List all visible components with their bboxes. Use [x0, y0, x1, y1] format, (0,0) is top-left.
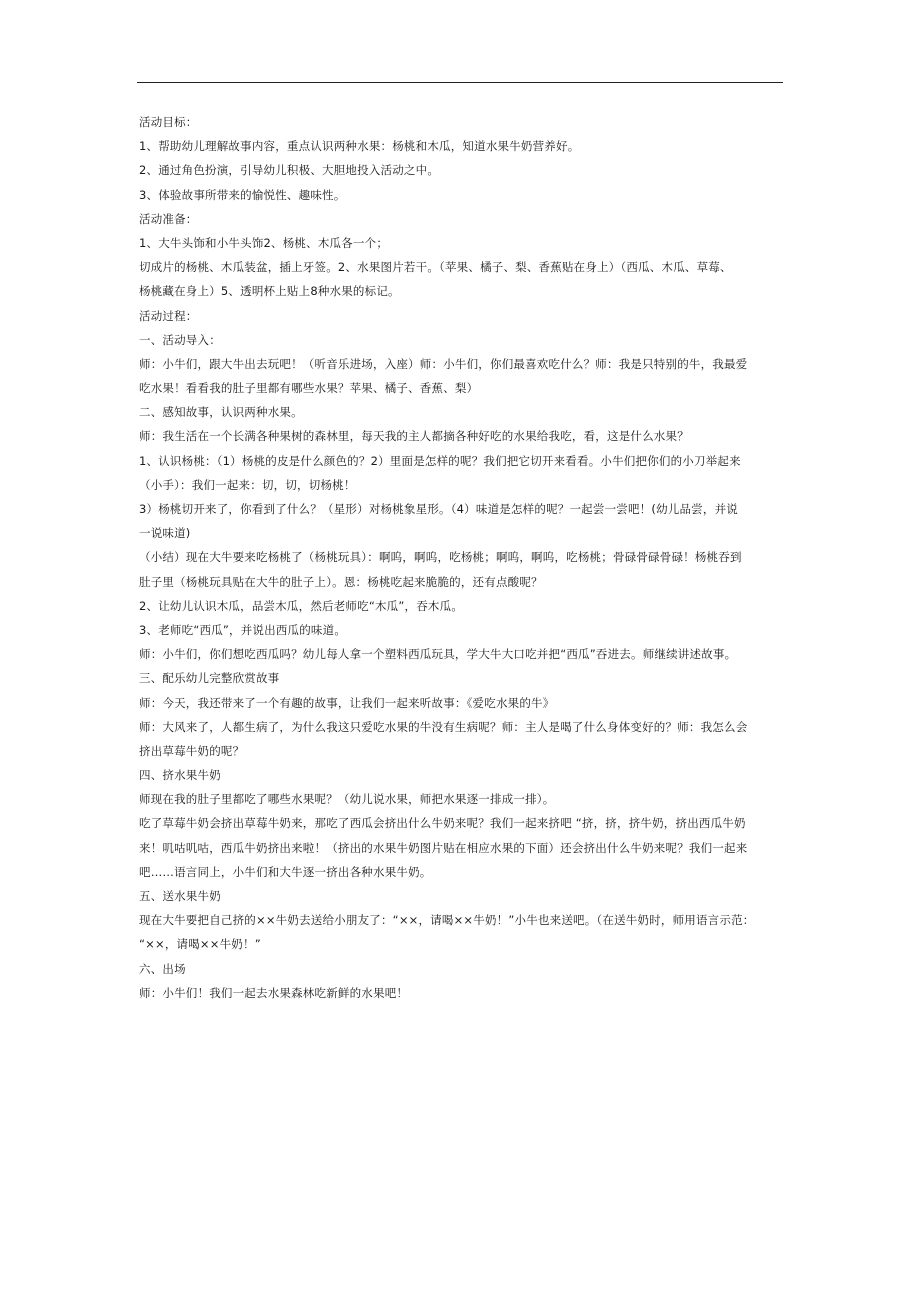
text-line: 师：小牛们，跟大牛出去玩吧！（听音乐进场，入座）师：小牛们，你们最喜欢吃什么？师：我是只特别的牛，我最爱 [139, 356, 748, 371]
text-line: “××，请喝××牛奶！” [139, 937, 261, 952]
text-line: 吃水果！看看我的肚子里都有哪些水果？苹果、橘子、香蕉、梨） [139, 381, 479, 396]
text-line: 活动目标： [139, 115, 198, 129]
text-line: 肚子里（杨桃玩具贴在大牛的肚子上）。恩：杨桃吃起来脆脆的，还有点酸呢？ [139, 574, 543, 589]
text-line: 吧……语言同上，小牛们和大牛逐一挤出各种水果牛奶。 [139, 864, 432, 879]
text-line: 五、送水果牛奶 [139, 889, 221, 903]
text-line: 吃了草莓牛奶会挤出草莓牛奶来，那吃了西瓜会挤出什么牛奶来呢？我们一起来挤吧 “挤，挤，挤牛奶，挤出西瓜牛奶 [139, 816, 746, 831]
text-line: 师：小牛们，你们想吃西瓜吗？幼儿每人拿一个塑料西瓜玩具，学大牛大口吃并把“西瓜”吞进去。师继续讲述故事。 [139, 647, 737, 662]
text-line: 挤出草莓牛奶的呢？ [139, 743, 245, 758]
text-line: （小手）：我们一起来：切，切，切杨桃！ [139, 477, 356, 492]
text-line: 师：今天，我还带来了一个有趣的故事，让我们一起来听故事：《爱吃水果的牛》 [139, 695, 555, 710]
text-line: 2、让幼儿认识木瓜，品尝木瓜，然后老师吃“木瓜”，吞木瓜。 [139, 598, 464, 613]
text-line: 1、大牛头饰和小牛头饰2、杨桃、木瓜各一个； [139, 235, 389, 250]
text-line: 2、通过角色扮演，引导幼儿积极、大胆地投入活动之中。 [139, 163, 440, 178]
text-line: 3、老师吃“西瓜”，并说出西瓜的味道。 [139, 622, 347, 637]
text-line: （小结）现在大牛要来吃杨桃了（杨桃玩具）：啊呜，啊呜，吃杨桃；啊呜，啊呜，吃杨桃；骨碌骨碌骨碌！杨桃吞到 [139, 550, 742, 565]
text-line: 一、活动导入： [139, 332, 221, 347]
text-line: 现在大牛要把自己挤的××牛奶去送给小朋友了：“××，请喝××牛奶！”小牛也来送吧。（在送牛奶时，师用语言示范： [139, 913, 755, 928]
text-line: 师：小牛们！我们一起去水果森林吃新鲜的水果吧！ [139, 985, 409, 1000]
text-line: 来！叽咕叽咕，西瓜牛奶挤出来啦！（挤出的水果牛奶图片贴在相应水果的下面）还会挤出什么牛奶来呢？我们一起来 [139, 840, 748, 855]
text-line: 六、出场 [139, 961, 186, 976]
text-line: 活动准备： [139, 211, 198, 226]
text-line: 二、感知故事，认识两种水果。 [139, 405, 303, 420]
text-line: 切成片的杨桃、木瓜装盆，插上牙签。2、水果图片若干。（苹果、橘子、梨、香蕉贴在身上）（西瓜、木瓜、草莓、 [139, 260, 732, 275]
document-body [139, 110, 789, 1005]
text-line: 师：我生活在一个长满各种果树的森林里，每天我的主人都摘各种好吃的水果给我吃，看，这是什么水果？ [139, 429, 689, 444]
text-line: 3）杨桃切开来了，你看到了什么？（星形）对杨桃象星形。（4）味道是怎样的呢？一起尝一尝吧！(幼儿品尝，并说 [139, 502, 738, 516]
text-line: 1、帮助幼儿理解故事内容，重点认识两种水果：杨桃和木瓜，知道水果牛奶营养好。 [139, 139, 580, 154]
header-rule [137, 82, 783, 83]
text-line: 杨桃藏在身上）5、透明杯上贴上8种水果的标记。 [139, 284, 400, 299]
text-line: 三、配乐幼儿完整欣赏故事 [139, 671, 280, 686]
text-line: 1、认识杨桃：（1）杨桃的皮是什么颜色的？2）里面是怎样的呢？我们把它切开来看看。小牛们把你们的小刀举起来 [139, 453, 741, 468]
text-line: 四、挤水果牛奶 [139, 768, 221, 783]
text-line: 活动过程： [139, 308, 198, 323]
text-line: 师现在我的肚子里都吃了哪些水果呢？（幼儿说水果，师把水果逐一排成一排）。 [139, 792, 555, 807]
text-line: 一说味道) [139, 526, 191, 541]
text-line: 师：大风来了，人都生病了，为什么我这只爱吃水果的牛没有生病呢？师：主人是喝了什么身体变好的？师：我怎么会 [139, 719, 748, 734]
text-line: 3、体验故事所带来的愉悦性、趣味性。 [139, 187, 346, 202]
